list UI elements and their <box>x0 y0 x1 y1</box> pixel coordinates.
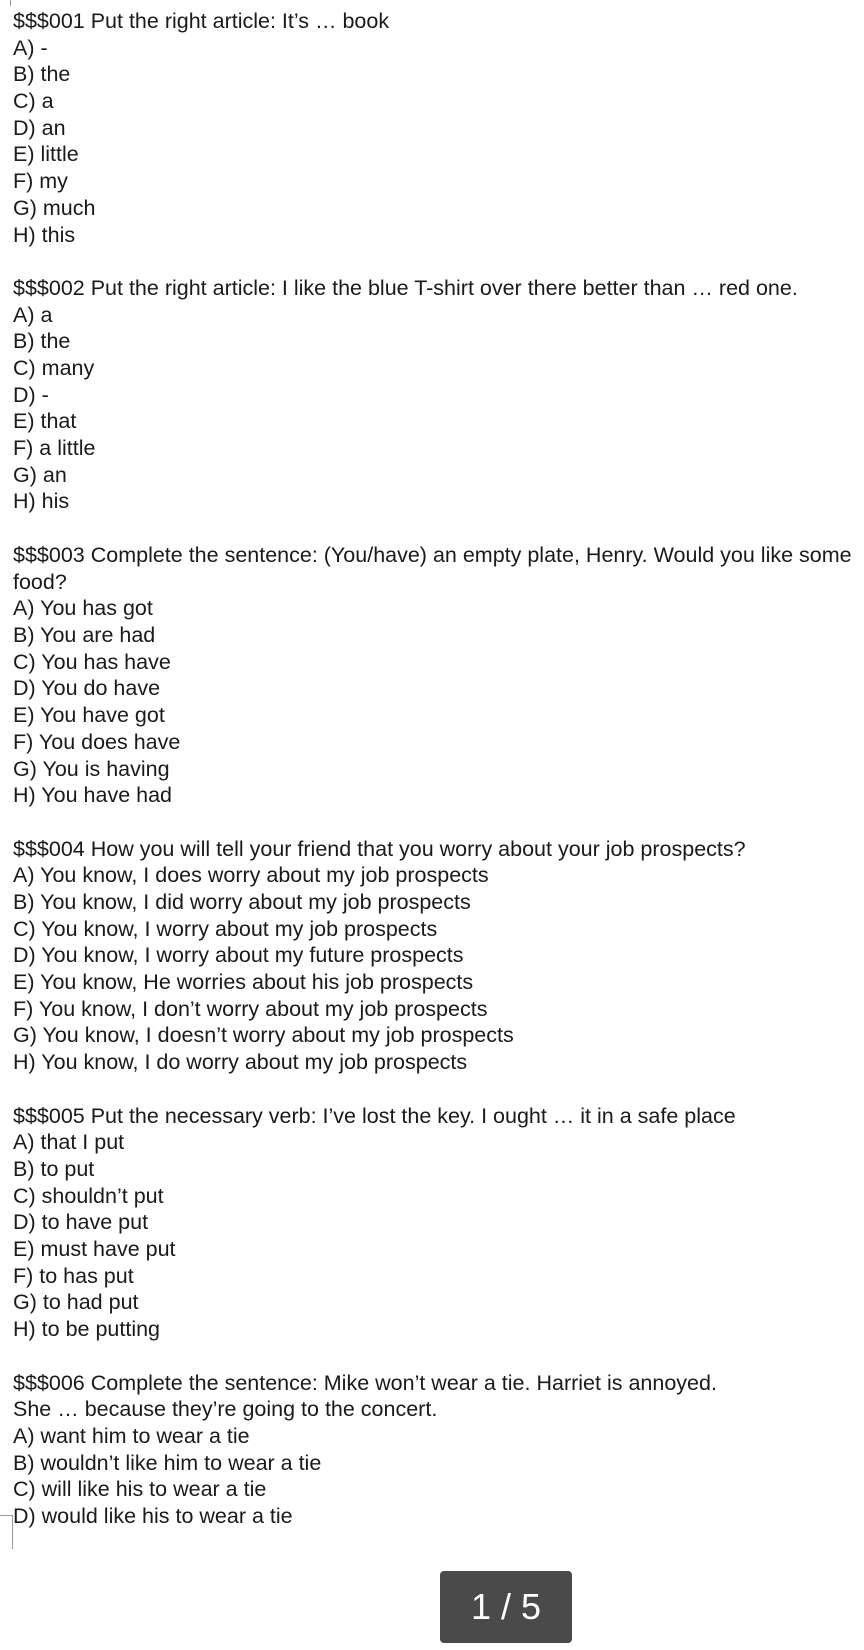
answer-option: D) to have put <box>13 1210 149 1235</box>
answer-option: G) You know, I doesn’t worry about my job prospects <box>13 1023 514 1048</box>
answer-option: H) to be putting <box>13 1317 161 1342</box>
question-1 <box>13 8 864 248</box>
question-prompt: $$$003 Complete the sentence: (You/have) an empty plate, Henry. Would you like some food? <box>13 542 852 594</box>
answer-option: F) a little <box>13 436 96 461</box>
answer-option: G) to had put <box>13 1290 139 1315</box>
question-prompt: $$$004 How you will tell your friend that you worry about your job prospects? <box>13 836 746 861</box>
answer-option: C) shouldn’t put <box>13 1183 164 1208</box>
answer-option: C) will like his to wear a tie <box>13 1477 267 1502</box>
answer-option: D) You know, I worry about my future prospects <box>13 943 464 968</box>
question-4 <box>13 836 864 1076</box>
answer-option: D) - <box>13 382 49 407</box>
question-3 <box>13 542 864 809</box>
answer-option: B) You know, I did worry about my job prospects <box>13 890 471 915</box>
answer-option: F) my <box>13 169 68 194</box>
question-prompt: $$$002 Put the right article: I like the blue T-shirt over there better than … red one. <box>13 275 798 300</box>
answer-option: A) that I put <box>13 1130 125 1155</box>
answer-option: G) You is having <box>13 756 170 781</box>
answer-option: E) You have got <box>13 703 165 728</box>
answer-option: D) You do have <box>13 676 161 701</box>
page-corner-mark-top <box>10 0 21 6</box>
question-list <box>13 8 864 1557</box>
answer-option: G) much <box>13 195 96 220</box>
answer-option: B) the <box>13 329 71 354</box>
answer-option: C) a <box>13 89 54 114</box>
question-5 <box>13 1103 864 1343</box>
answer-option: E) must have put <box>13 1237 176 1262</box>
question-prompt: $$$005 Put the necessary verb: I’ve lost the key. I ought … it in a safe place <box>13 1103 736 1128</box>
answer-option: D) would like his to wear a tie <box>13 1504 293 1529</box>
answer-option: C) You has have <box>13 649 171 674</box>
answer-option: D) an <box>13 115 66 140</box>
answer-option: F) You does have <box>13 729 181 754</box>
question-2 <box>13 275 864 515</box>
answer-option: H) You have had <box>13 783 172 808</box>
answer-option: A) You has got <box>13 596 153 621</box>
answer-option: A) You know, I does worry about my job prospects <box>13 863 489 888</box>
answer-option: E) that <box>13 409 77 434</box>
answer-option: C) You know, I worry about my job prospects <box>13 916 438 941</box>
page-corner-mark-bottom <box>0 1515 13 1549</box>
answer-option: B) the <box>13 62 71 87</box>
answer-option: H) You know, I do worry about my job prospects <box>13 1050 468 1075</box>
answer-option: H) his <box>13 489 70 514</box>
answer-option: A) - <box>13 35 48 60</box>
question-prompt: $$$006 Complete the sentence: Mike won’t wear a tie. Harriet is annoyed. <box>13 1370 717 1395</box>
answer-option: B) to put <box>13 1157 95 1182</box>
answer-option: H) this <box>13 222 76 247</box>
answer-option: E) You know, He worries about his job prospects <box>13 970 474 995</box>
question-prompt-continuation: She … because they’re going to the concert. <box>13 1397 438 1422</box>
answer-option: F) to has put <box>13 1263 134 1288</box>
answer-option: E) little <box>13 142 79 167</box>
answer-option: A) a <box>13 302 53 327</box>
answer-option: F) You know, I don’t worry about my job prospects <box>13 996 488 1021</box>
answer-option: A) want him to wear a tie <box>13 1424 250 1449</box>
page-indicator: 1 / 5 <box>440 1571 572 1643</box>
answer-option: C) many <box>13 356 95 381</box>
answer-option: G) an <box>13 462 67 487</box>
answer-option: B) You are had <box>13 623 156 648</box>
question-prompt: $$$001 Put the right article: It’s … book <box>13 9 390 33</box>
answer-option: B) wouldn’t like him to wear a tie <box>13 1450 322 1475</box>
question-6 <box>13 1370 864 1530</box>
